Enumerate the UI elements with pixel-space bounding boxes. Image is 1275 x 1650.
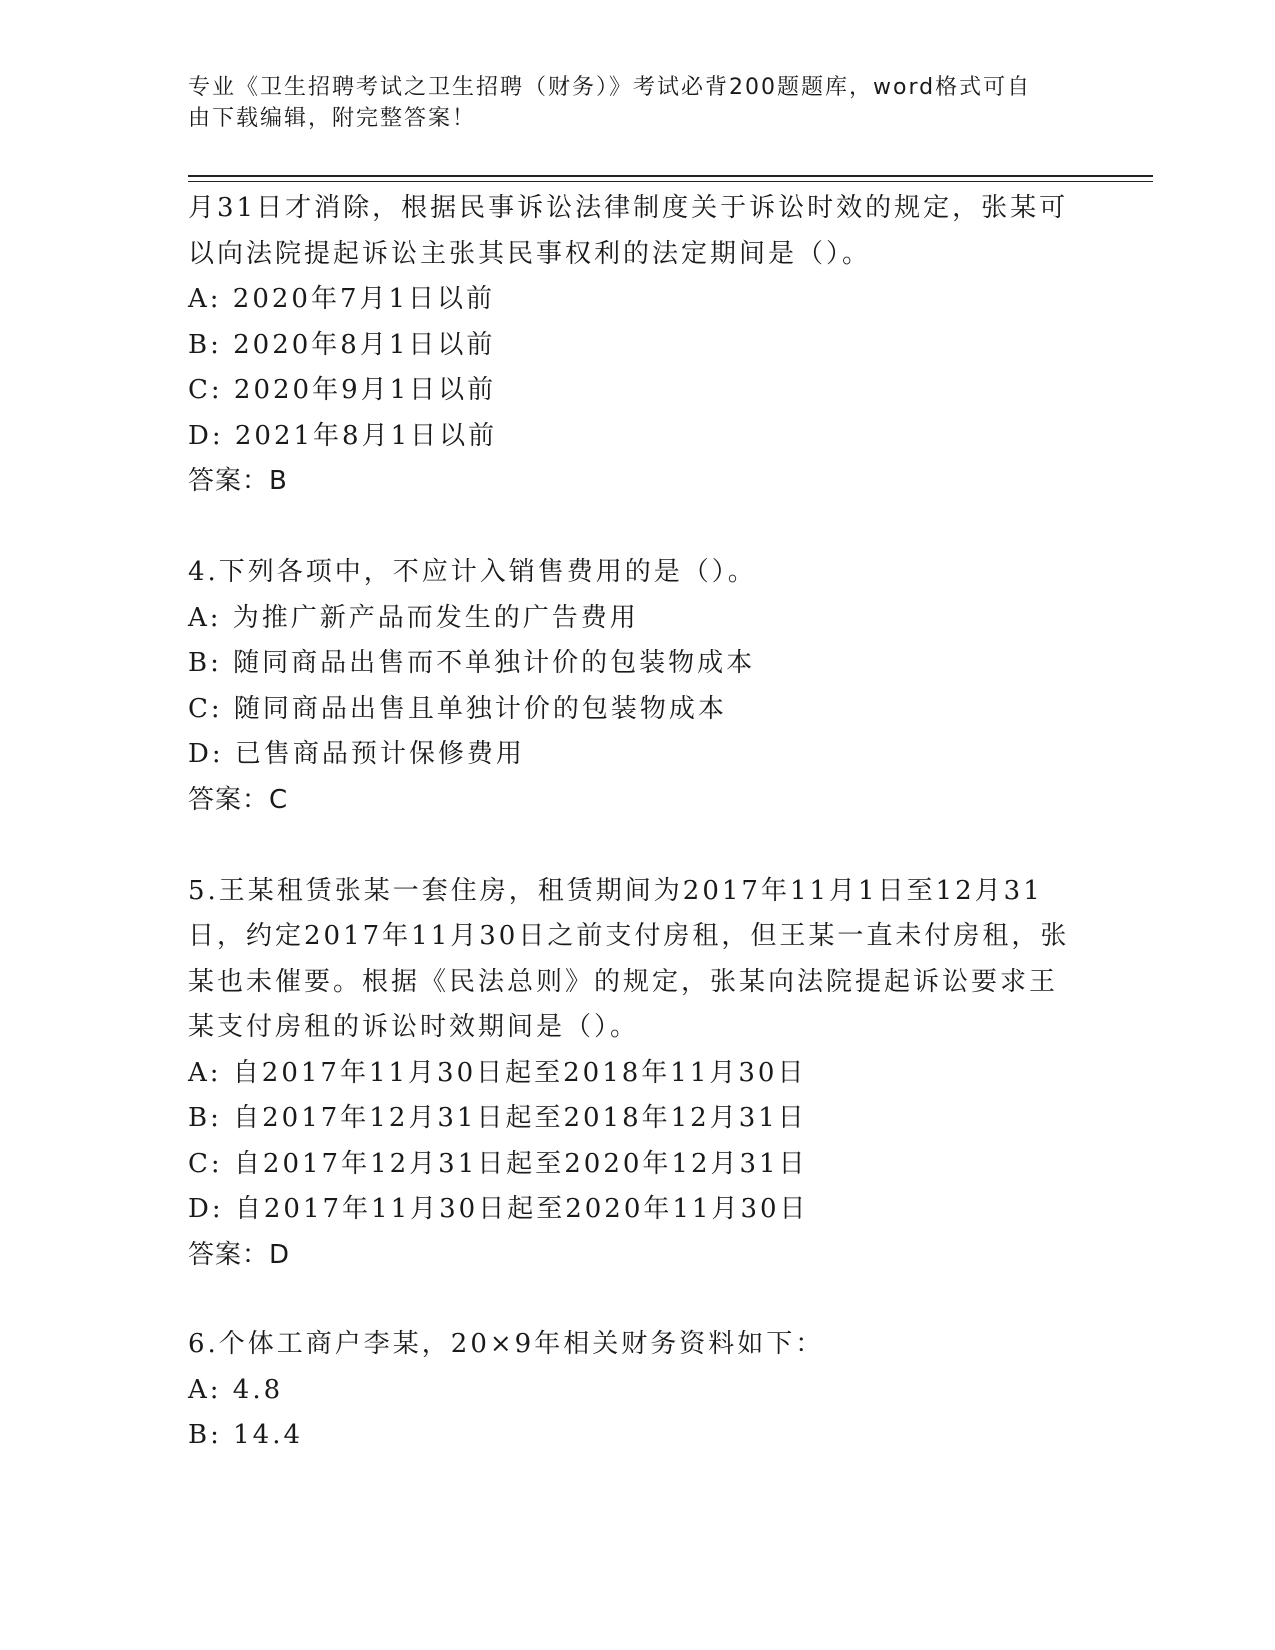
option-b: B: 14.4 xyxy=(188,1420,304,1450)
question-4 xyxy=(188,550,1088,823)
option-c: C: 2020年9月1日以前 xyxy=(188,375,497,405)
option-d: D: 2021年8月1日以前 xyxy=(188,420,498,451)
option-d: D: 已售商品预计保修费用 xyxy=(188,739,525,769)
option-a: A: 为推广新产品而发生的广告费用 xyxy=(188,602,639,633)
option-b: B: 自2017年12月31日起至2018年12月31日 xyxy=(188,1103,807,1133)
question-stem-line: 4.下列各项中，不应计入销售费用的是（）。 xyxy=(188,557,757,587)
question-stem-line: 日，约定2017年11月30日之前支付房租，但王某一直未付房租，张 xyxy=(188,921,1070,951)
question-3 xyxy=(188,186,1088,505)
spacer xyxy=(188,505,1088,551)
option-a: A: 4.8 xyxy=(188,1374,284,1405)
answer-line: 答案：B xyxy=(188,466,288,496)
question-stem-line: 5.王某租赁张某一套住房，租赁期间为2017年11月1日至12月31 xyxy=(188,875,1043,906)
option-c: C: 随同商品出售且单独计价的包装物成本 xyxy=(188,693,727,724)
option-b: B: 2020年8月1日以前 xyxy=(188,329,496,360)
question-content xyxy=(188,186,1088,1459)
question-stem-line: 月31日才消除，根据民事诉讼法律制度关于诉讼时效的规定，张某可 xyxy=(188,193,1069,223)
header-line-1: 专业《卫生招聘考试之卫生招聘（财务）》考试必背200题题库，word格式可自 xyxy=(188,75,1032,100)
question-stem-line: 6.个体工商户李某，20×9年相关财务资料如下： xyxy=(188,1329,825,1359)
option-a: A: 2020年7月1日以前 xyxy=(188,284,496,314)
option-a: A: 自2017年11月30日起至2018年11月30日 xyxy=(188,1057,807,1088)
answer-line: 答案：D xyxy=(188,1239,291,1270)
spacer xyxy=(188,1278,1088,1322)
question-6 xyxy=(188,1322,1088,1459)
spacer xyxy=(188,823,1088,869)
document-header xyxy=(188,72,1068,134)
option-c: C: 自2017年12月31日起至2020年12月31日 xyxy=(188,1148,808,1179)
option-d: D: 自2017年11月30日起至2020年11月30日 xyxy=(188,1194,809,1224)
header-rule-thick xyxy=(188,175,1153,177)
answer-line: 答案：C xyxy=(188,784,289,815)
header-rule-thin xyxy=(188,181,1153,182)
question-stem-line: 某也未催要。根据《民法总则》的规定，张某向法院提起诉讼要求王 xyxy=(188,966,1059,997)
header-line-2: 由下载编辑，附完整答案！ xyxy=(188,106,477,131)
question-stem-line: 某支付房租的诉讼时效期间是（）。 xyxy=(188,1012,640,1042)
option-b: B: 随同商品出售而不单独计价的包装物成本 xyxy=(188,648,756,678)
question-stem-line: 以向法院提起诉讼主张其民事权利的法定期间是（）。 xyxy=(188,238,872,269)
question-5 xyxy=(188,869,1088,1279)
